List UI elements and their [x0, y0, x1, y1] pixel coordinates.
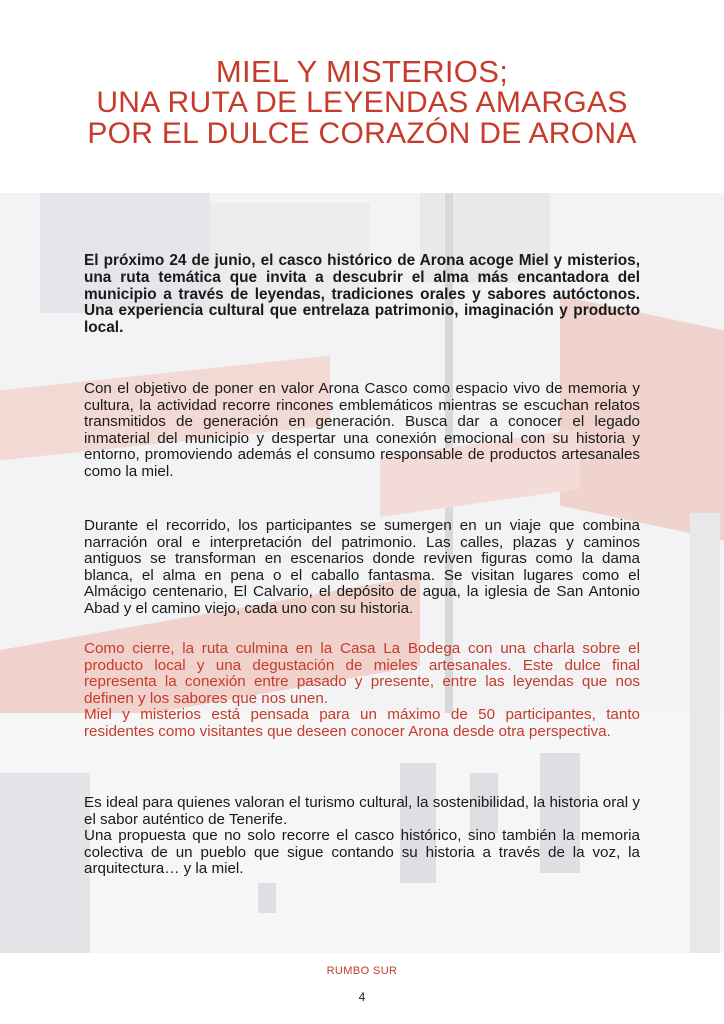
paragraph-text: Con el objetivo de poner en valor Arona Casco como espacio vivo de memoria y cultura, la actividad recorre rincones emblemáticos mientras se escuchan relatos transmitidos de generación en generación. Busca dar a conocer el legado inmaterial del municipio y despertar una conexión emocional con su historia y entorno, promoviendo además el consumo responsable de productos artesanales como la miel.: [84, 380, 640, 480]
paragraph-text: Miel y misterios está pensada para un máximo de 50 participantes, tanto residentes como visitantes que deseen conocer Arona desde otra perspectiva.: [84, 706, 640, 740]
article-paragraph-3: [84, 518, 640, 617]
paragraph-text: Como cierre, la ruta culmina en la Casa La Bodega con una charla sobre el producto local y una degustación de mieles artesanales. Este dulce final representa la conexión entre pasado y presente, entre las leyendas que nos definen y los sabores que nos unen.: [84, 640, 640, 707]
paragraph-text: Es ideal para quienes valoran el turismo cultural, la sostenibilidad, la historia oral y el sabor auténtico de Tenerife.: [84, 794, 640, 828]
title-line-1: MIEL Y MISTERIOS;: [215, 54, 509, 89]
article-paragraph-4: [84, 641, 640, 740]
article-lead: [84, 253, 640, 337]
article-paragraph-5: [84, 795, 640, 878]
paragraph-text: Una propuesta que no solo recorre el casco histórico, sino también la memoria colectiva de un pueblo que sigue contando su historia a través de la voz, la arquitectura… y la miel.: [84, 827, 640, 877]
title-line-2: UNA RUTA DE LEYENDAS AMARGAS: [96, 86, 628, 119]
footer-brand: RUMBO SUR: [326, 965, 398, 977]
paragraph-text: Durante el recorrido, los participantes se sumergen en un viaje que combina narración oral e interpretación del patrimonio. Las calles, plazas y caminos antiguos se transforman en escenarios donde reviven figuras como la dama blanca, el alma en pena o el caballo fantasma. Se visitan lugares como el Almácigo centenario, El Calvario, el depósito de agua, la iglesia de San Antonio Abad y el camino viejo, cada uno con su historia.: [84, 517, 640, 617]
title-line-3: POR EL DULCE CORAZÓN DE ARONA: [87, 117, 637, 150]
page-number: 4: [358, 990, 366, 1004]
page-title: [0, 56, 724, 149]
article-paragraph-2: [84, 381, 640, 480]
lead-paragraph: El próximo 24 de junio, el casco histórico de Arona acoge Miel y misterios, una ruta temática que invita a descubrir el alma más encantadora del municipio a través de leyendas, tradiciones orales y sabores autóctonos. Una experiencia cultural que entrelaza patrimonio, imaginación y producto local.: [84, 252, 640, 337]
